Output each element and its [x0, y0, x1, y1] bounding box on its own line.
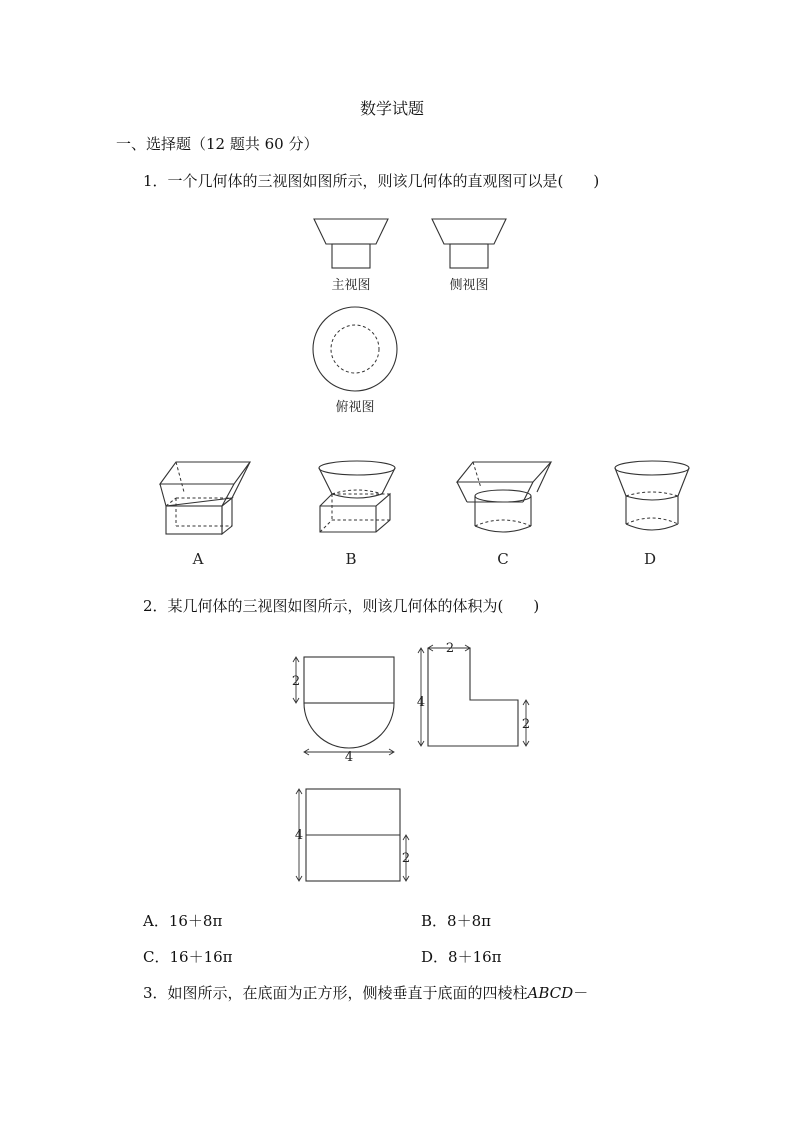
q2-side-dim-height: 4 — [416, 695, 426, 710]
q1-option-a-figure — [150, 456, 256, 568]
q1-option-a-label: A — [192, 550, 204, 568]
q3-stem-suffix: － — [573, 984, 589, 1002]
q2-choice-c: C．16＋16π — [143, 948, 233, 966]
q1-side-view-label: 侧视图 — [449, 278, 489, 293]
q2-front-dim-width: 4 — [344, 750, 354, 765]
q1-front-view-label: 主视图 — [331, 278, 371, 293]
q2-stem: 2．某几何体的三视图如图所示，则该几何体的体积为( ) — [143, 597, 540, 615]
q2-front-view — [290, 655, 402, 767]
page-title: 数学试题 — [360, 99, 425, 118]
q1-side-view — [428, 214, 510, 294]
q3-stem-prefix: 3．如图所示，在底面为正方形，侧棱垂直于底面的四棱柱 — [143, 984, 528, 1002]
q1-top-view-label: 俯视图 — [335, 400, 375, 415]
q3-stem-label: ABCD — [527, 984, 574, 1002]
q1-stem: 1．一个几何体的三视图如图所示，则该几何体的直观图可以是( ) — [143, 172, 600, 190]
q1-option-d-figure — [610, 456, 698, 568]
q2-top-view — [290, 785, 414, 885]
q1-option-c-figure — [451, 456, 557, 568]
section-heading: 一、选择题（12 题共 60 分） — [116, 135, 319, 153]
q2-top-dim-height: 4 — [294, 828, 304, 843]
q1-option-c-label: C — [497, 550, 509, 568]
q1-option-b-label: B — [345, 550, 357, 568]
q2-front-dim-height: 2 — [291, 674, 301, 689]
q1-option-b-figure — [314, 456, 406, 568]
q3-stem — [143, 986, 588, 1001]
q2-side-view — [412, 640, 536, 750]
q2-top-dim-half: 2 — [401, 851, 411, 866]
q1-option-d-label: D — [643, 550, 657, 568]
q1-top-view — [309, 305, 401, 417]
q2-side-dim-step: 2 — [521, 717, 531, 732]
q2-choice-a: A．16＋8π — [143, 912, 223, 930]
q2-choice-d: D．8＋16π — [421, 948, 502, 966]
q1-front-view — [310, 214, 392, 294]
q2-choice-b: B．8＋8π — [421, 912, 491, 930]
q2-side-dim-top: 2 — [445, 641, 455, 656]
